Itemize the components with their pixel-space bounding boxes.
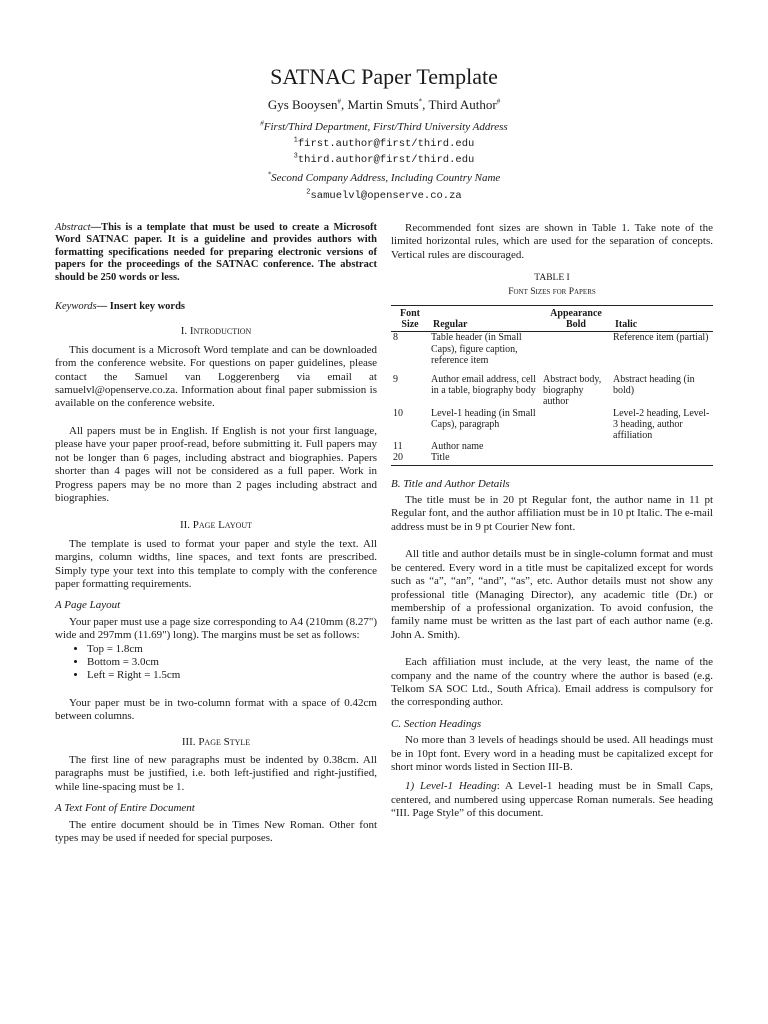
author-mark: #: [496, 97, 501, 106]
table-caption: TABLE I: [534, 273, 570, 284]
table-cell: Level-2 heading, Level-3 heading, author affiliation: [613, 407, 710, 442]
table-row: [391, 332, 713, 374]
abstract: [55, 222, 377, 284]
section-title: Page Style: [198, 735, 251, 748]
table-cell: [541, 441, 611, 452]
author-name: Third Author: [428, 97, 497, 112]
table-header: Bold: [541, 319, 611, 332]
section-number: I.: [180, 325, 190, 338]
table-header: Appearance: [541, 306, 611, 320]
keywords: [55, 300, 377, 313]
table-cell: Title: [429, 452, 541, 465]
author-name: Gys Booysen: [267, 97, 338, 112]
affiliation-line: [0, 121, 768, 133]
table-row: [391, 452, 713, 465]
email-line: [0, 138, 768, 150]
table-row: [391, 408, 713, 442]
table-header: Size: [391, 319, 429, 332]
paragraph: The first line of new paragraphs must be indented by 0.38cm. All paragraphs must be justified, i.e. both left-justified and right-justified, while line-spacing must be 1.: [55, 754, 377, 793]
section-heading: [55, 736, 377, 749]
list-item: • Top = 1.8cm: [87, 643, 377, 656]
table-header: Font: [391, 306, 429, 320]
table-cell: Abstract body, biography author: [543, 374, 602, 408]
table-cell: 11: [393, 441, 403, 453]
email-mark: 1: [293, 136, 298, 145]
author-line: [0, 97, 768, 113]
paragraph-text: : A Level-1 heading must be in Small Caps, centered, and numbered using uppercase Roman numerals. See heading “III. Page Style” of this document.: [391, 780, 714, 820]
paragraph: Your paper must be in two-column format with a space of 0.42cm between columns.: [55, 696, 377, 723]
abstract-text: —This is a template that must be used to create a Microsoft Word SATNAC paper. It is a guideline and provides authors with formatting specifications needed for preparing electronic versions of papers for the proceedings of the SATNAC conference. The abstract should be 250 words or less.: [55, 222, 377, 283]
email-text: samuelvl@openserve.co.za: [310, 190, 462, 202]
affiliation-text: Second Company Address, Including Country Name: [271, 172, 501, 184]
table-cell: [541, 452, 611, 465]
email-mark: 3: [293, 152, 298, 161]
paragraph: [391, 780, 713, 820]
affiliation-mark: *: [267, 170, 272, 179]
table-row: [391, 441, 713, 452]
email-line: [0, 154, 768, 166]
table-cell: [541, 332, 611, 374]
table-title: Font Sizes for Papers: [508, 286, 596, 297]
keywords-lead: Keywords: [55, 301, 97, 313]
section-title: Page Layout: [192, 519, 253, 532]
section-heading: [55, 325, 377, 338]
table-cell: Table header (in Small Caps), figure caption, reference item: [431, 332, 522, 366]
author-separator: ,: [341, 97, 348, 112]
table-cell: Abstract heading (in bold): [613, 374, 695, 397]
paragraph: All title and author details must be in single-column format and must be centered. Every word in a title must be capitalized except for words such as “a”, “an”, “and”, “as”, etc. Author details must not show any professional title (Managing Director), any academic title (Dr.) or membership of a professional organization. To avoid confusion, the family name must be written as the last part of each author name (e.g. John A. Smith).: [391, 548, 713, 641]
subsection-heading: C. Section Headings: [391, 717, 482, 730]
table-cell: Author email address, cell in a table, biography body: [431, 374, 536, 397]
table-cell: Level-1 heading (in Small Caps), paragraph: [431, 407, 536, 430]
paragraph: All papers must be in English. If English is not your first language, please have your paper proof-read, before submitting it. Full papers may not be longer than 6 pages, including abstract and biographies. Papers shorter than 4 pages will not be considered as a full paper. Work in Progress papers may be no more than 2 pages including abstract and biographies.: [55, 424, 377, 504]
subsubsection-heading: 1) Level-1 Heading: [405, 780, 497, 793]
paragraph: Each affiliation must include, at the very least, the name of the company and the name of the country where the author is based (e.g. Telkom SA SOC Ltd., South Africa). Email address is compulsory for the corresponding author.: [391, 656, 713, 709]
table-header: Italic: [611, 319, 713, 332]
table-cell: [611, 441, 713, 452]
left-column: [55, 222, 377, 845]
affiliation-text: First/Third Department, First/Third University Address: [263, 121, 508, 133]
margin-list: [55, 643, 377, 683]
section-heading: [55, 519, 377, 532]
section-number: II.: [179, 519, 193, 532]
paragraph: The title must be in 20 pt Regular font, the author name in 11 pt Regular font, and the author affiliation must be in 10 pt Italic. The e-mail address must be in 9 pt Courier New font.: [391, 494, 713, 533]
table-cell: [541, 408, 611, 442]
table-cell: 10: [393, 407, 403, 419]
paragraph: The template is used to format your paper and style the text. All margins, column widths, line spaces, and text fonts are prescribed. Simply type your text into this template to comply with the conference paper formatting requirements.: [55, 537, 377, 590]
font-size-table: [391, 305, 713, 466]
subsection-heading: A Page Layout: [55, 599, 121, 612]
author-separator: ,: [422, 97, 429, 112]
paragraph: Your paper must use a page size corresponding to A4 (210mm (8.27") wide and 297mm (11.69") long). The margins must be set as follows:: [55, 615, 377, 642]
table-header: Regular: [429, 319, 541, 332]
section-title: Introduction: [189, 325, 252, 338]
paragraph: No more than 3 levels of headings should be used. All headings must be in 10pt font. Every word in a heading must be capitalized except for short minor words listed in Section III-B.: [391, 734, 713, 773]
list-item: • Bottom = 3.0cm: [87, 656, 377, 669]
paragraph: The entire document should be in Times New Roman. Other font types may be used if needed for special purposes.: [55, 818, 377, 845]
paper-title: SATNAC Paper Template: [270, 64, 498, 89]
keywords-text: — Insert key words: [96, 301, 185, 313]
table-cell: Author name: [431, 441, 484, 453]
table-cell: [611, 452, 713, 465]
subsection-heading: A Text Font of Entire Document: [55, 802, 195, 815]
author-mark: *: [418, 97, 423, 106]
email-text: first.author@first/third.edu: [297, 138, 475, 150]
paragraph: Recommended font sizes are shown in Table 1. Take note of the limited horizontal rules, which are used for the separation of concepts. Vertical rules are discouraged.: [391, 222, 713, 261]
email-text: third.author@first/third.edu: [297, 154, 475, 166]
author-name: Martin Smuts: [347, 97, 419, 112]
subsection-heading: B. Title and Author Details: [391, 477, 510, 490]
paragraph: This document is a Microsoft Word template and can be downloaded from the conference website. For questions on paper guidelines, please contact the Samuel van Loggerenberg via email at samuelvl@openserve.co.za. Information about final paper submission is available on the conference website.: [55, 343, 377, 410]
table-cell: 8: [393, 332, 398, 344]
abstract-lead: Abstract: [55, 222, 91, 233]
list-item: • Left = Right = 1.5cm: [87, 669, 377, 682]
author-mark: #: [337, 97, 342, 106]
table-cell: 20: [391, 452, 429, 465]
right-column: [391, 222, 713, 821]
table-cell: 9: [393, 374, 398, 386]
affiliation-mark: #: [260, 119, 264, 128]
section-number: III.: [181, 735, 199, 748]
table-row: [391, 374, 713, 408]
table-cell: Reference item (partial): [613, 332, 709, 344]
email-line: [0, 190, 768, 202]
affiliation-line: [0, 172, 768, 184]
email-mark: 2: [306, 188, 311, 197]
